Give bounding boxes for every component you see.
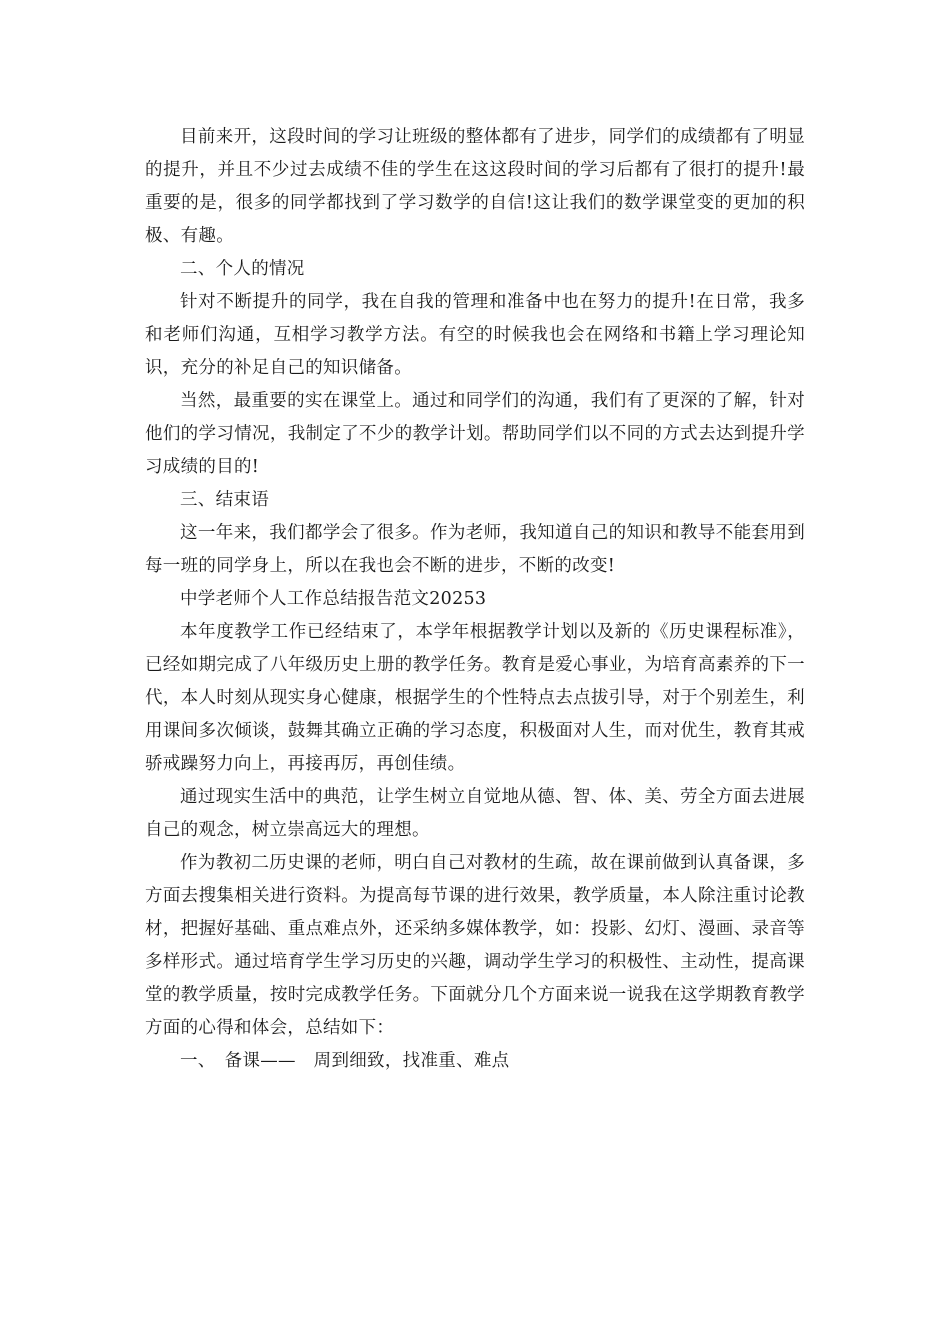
paragraph-conclusion: 这一年来，我们都学会了很多。作为老师，我知道自己的知识和教导不能套用到每一班的同学身上，所以在我也会不断的进步，不断的改变! <box>145 523 805 576</box>
section-heading-personal: 二、个人的情况 <box>180 259 305 279</box>
paragraph-role-models: 通过现实生活中的典范，让学生树立自觉地从德、智、体、美、劳全方面去进展自己的观念，树立崇高远大的理想。 <box>145 787 805 840</box>
section-heading-lesson-prep: 一、 备课—— 周到细致，找准重、难点 <box>180 1051 510 1071</box>
paragraph-teaching-methods: 作为教初二历史课的老师，明白自己对教材的生疏，故在课前做到认真备课，多方面去搜集相关进行资料。为提高每节课的进行效果，教学质量，本人除注重讨论教材，把握好基础、重点难点外，还采纳多媒体教学，如：投影、幻灯、漫画、录音等多样形式。通过培育学生学习历史的兴趣，调动学生学习的积极性、主动性，提高课堂的教学质量，按时完成教学任务。下面就分几个方面来说一说我在这学期教育教学方面的心得和体会，总结如下： <box>145 853 805 1038</box>
section-heading-conclusion: 三、结束语 <box>180 490 269 510</box>
paragraph-self-improvement: 针对不断提升的同学，我在自我的管理和准备中也在努力的提升!在日常，我多和老师们沟通，互相学习教学方法。有空的时候我也会在网络和书籍上学习理论知识，充分的补足自己的知识储备。 <box>145 292 805 378</box>
article-title: 中学老师个人工作总结报告范文20253 <box>180 589 487 609</box>
paragraph-year-summary: 本年度教学工作已经结束了，本学年根据教学计划以及新的《历史课程标准》，已经如期完成了八年级历史上册的教学任务。教育是爱心事业，为培育高素养的下一代，本人时刻从现实身心健康，根据学生的个性特点去点拔引导，对于个别差生，利用课间多次倾谈，鼓舞其确立正确的学习态度，积极面对人生，而对优生，教育其戒骄戒躁努力向上，再接再厉，再创佳绩。 <box>145 622 805 774</box>
paragraph-class-progress: 目前来开，这段时间的学习让班级的整体都有了进步，同学们的成绩都有了明显的提升，并且不少过去成绩不佳的学生在这这段时间的学习后都有了很打的提升!最重要的是，很多的同学都找到了学习数学的自信!这让我们的数学课堂变的更加的积极、有趣。 <box>145 127 805 246</box>
paragraph-classroom: 当然，最重要的实在课堂上。通过和同学们的沟通，我们有了更深的了解，针对他们的学习情况，我制定了不少的教学计划。帮助同学们以不同的方式去达到提升学习成绩的目的! <box>145 391 805 477</box>
document-page <box>145 121 805 1078</box>
